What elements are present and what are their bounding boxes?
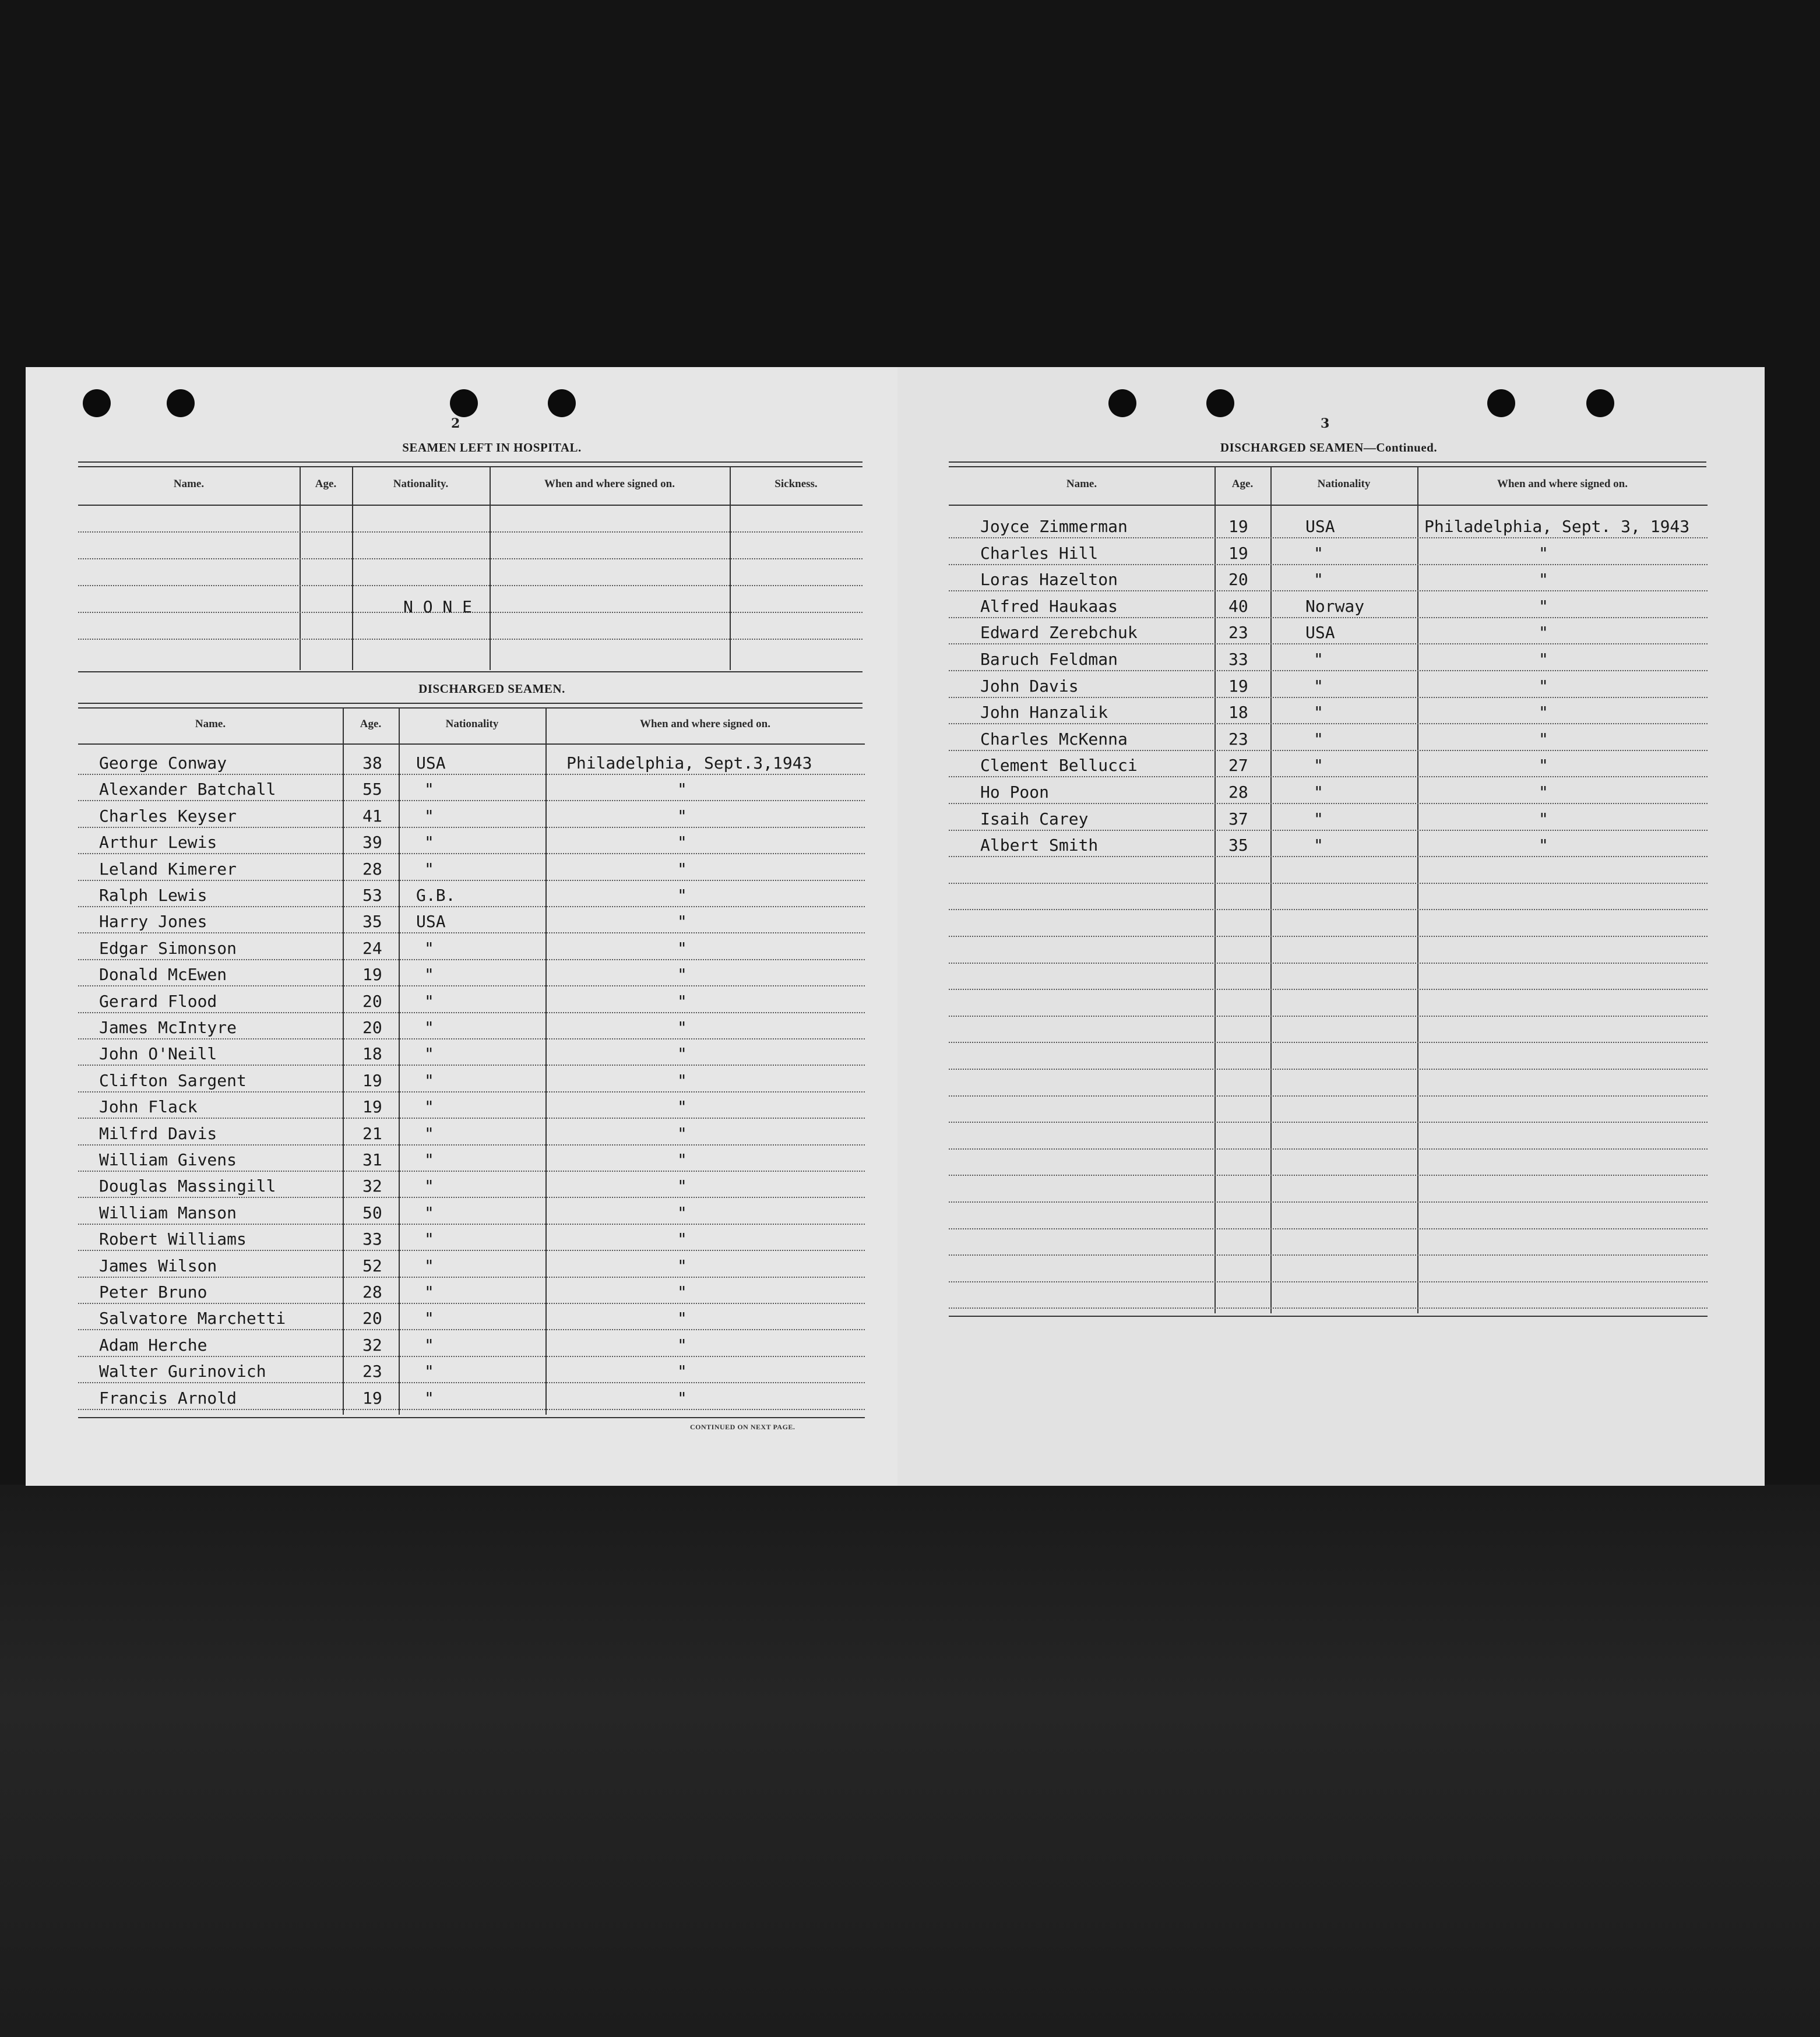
column-header: When and where signed on. — [544, 478, 675, 490]
seaman-nationality: " — [424, 859, 434, 879]
seaman-name: Clifton Sargent — [99, 1070, 247, 1090]
dotted-rule — [78, 1250, 865, 1251]
seaman-name: Salvatore Marchetti — [99, 1309, 286, 1328]
seaman-nationality: " — [424, 1018, 434, 1037]
seaman-age: 35 — [362, 912, 382, 932]
seaman-name: Isaih Carey — [980, 809, 1089, 829]
seaman-name: Milfrd Davis — [99, 1123, 217, 1143]
signed-on: " — [677, 859, 687, 879]
seaman-age: 37 — [1228, 809, 1248, 829]
seaman-age: 18 — [362, 1044, 382, 1064]
seaman-nationality: " — [424, 1229, 434, 1249]
dotted-rule — [78, 1329, 865, 1330]
seaman-name: Edward Zerebchuk — [980, 623, 1138, 643]
seaman-age: 19 — [362, 1388, 382, 1408]
seaman-nationality: USA — [1305, 517, 1335, 536]
seaman-age: 33 — [362, 1229, 382, 1249]
seaman-name: Charles Hill — [980, 543, 1099, 563]
dotted-rule — [949, 830, 1708, 831]
seaman-nationality: " — [424, 1123, 434, 1143]
continued-note: CONTINUED ON NEXT PAGE. — [690, 1423, 795, 1431]
column-header: Nationality — [445, 718, 499, 730]
signed-on: " — [1539, 783, 1548, 802]
seaman-name: Walter Gurinovich — [99, 1362, 266, 1382]
seaman-age: 39 — [362, 833, 382, 852]
signed-on: " — [677, 1150, 687, 1169]
seaman-age: 24 — [362, 938, 382, 958]
signed-on: " — [677, 1018, 687, 1037]
signed-on: " — [677, 1203, 687, 1222]
column-header: Nationality — [1317, 478, 1371, 490]
dotted-rule — [949, 590, 1708, 591]
page-number: 3 — [1321, 416, 1330, 431]
signed-on: " — [677, 1256, 687, 1275]
seaman-name: Ralph Lewis — [99, 886, 207, 905]
dotted-rule — [78, 1224, 865, 1225]
seaman-name: William Givens — [99, 1150, 237, 1169]
dotted-rule — [78, 906, 865, 907]
seaman-name: Alfred Haukaas — [980, 596, 1118, 616]
dotted-rule — [78, 1012, 865, 1013]
seaman-nationality: " — [424, 1070, 434, 1090]
seaman-age: 33 — [1228, 650, 1248, 669]
punch-hole — [450, 389, 478, 417]
rule — [949, 461, 1706, 467]
seaman-age: 23 — [362, 1362, 382, 1382]
seaman-nationality: " — [1314, 703, 1323, 723]
punch-hole — [1487, 389, 1515, 417]
seaman-age: 31 — [362, 1150, 382, 1169]
dotted-rule — [949, 723, 1708, 724]
signed-on: " — [677, 1335, 687, 1355]
seaman-name: Donald McEwen — [99, 965, 227, 985]
dotted-rule — [949, 1042, 1708, 1043]
seaman-nationality: " — [424, 780, 434, 799]
dotted-rule — [78, 1356, 865, 1357]
punch-hole — [548, 389, 576, 417]
punch-hole — [83, 389, 111, 417]
signed-on: " — [677, 938, 687, 958]
dotted-rule — [78, 959, 865, 960]
seaman-age: 28 — [1228, 783, 1248, 802]
rule — [78, 461, 863, 467]
seaman-name: Charles McKenna — [980, 729, 1128, 749]
column-header: Age. — [1231, 478, 1254, 490]
dotted-rule — [78, 1197, 865, 1198]
seaman-nationality: " — [1314, 729, 1323, 749]
seaman-age: 32 — [362, 1176, 382, 1196]
seaman-name: John O'Neill — [99, 1044, 217, 1064]
seaman-name: Harry Jones — [99, 912, 207, 932]
signed-on: " — [677, 1309, 687, 1328]
rule — [78, 505, 863, 506]
seaman-age: 23 — [1228, 623, 1248, 643]
signed-on: " — [1539, 543, 1548, 563]
seaman-age: 18 — [1228, 703, 1248, 723]
signed-on: " — [1539, 596, 1548, 616]
signed-on: " — [677, 1097, 687, 1117]
rule — [78, 743, 865, 745]
dotted-rule — [78, 1409, 865, 1410]
seaman-name: Leland Kimerer — [99, 859, 237, 879]
seaman-age: 19 — [1228, 676, 1248, 696]
dotted-rule — [78, 1303, 865, 1304]
seaman-age: 35 — [1228, 836, 1248, 855]
signed-on: " — [677, 806, 687, 826]
seaman-nationality: " — [1314, 543, 1323, 563]
seaman-age: 55 — [362, 780, 382, 799]
seaman-nationality: " — [1314, 650, 1323, 669]
seaman-nationality: " — [424, 1362, 434, 1382]
seaman-nationality: " — [424, 1044, 434, 1064]
dotted-rule — [78, 1038, 865, 1039]
seaman-name: William Manson — [99, 1203, 237, 1222]
right-page — [897, 367, 1765, 1486]
seaman-age: 38 — [362, 753, 382, 773]
dotted-rule — [949, 1069, 1708, 1070]
seaman-nationality: " — [424, 833, 434, 852]
signed-on: " — [677, 912, 687, 932]
dotted-rule — [949, 909, 1708, 910]
dotted-rule — [78, 985, 865, 986]
dotted-rule — [78, 1277, 865, 1278]
dotted-rule — [949, 1175, 1708, 1176]
dotted-rule — [78, 774, 865, 775]
seaman-nationality: " — [424, 1309, 434, 1328]
seaman-age: 19 — [362, 965, 382, 985]
seaman-nationality: " — [424, 1097, 434, 1117]
dotted-rule — [949, 750, 1708, 751]
signed-on: " — [677, 1070, 687, 1090]
seaman-nationality: " — [424, 1150, 434, 1169]
signed-on: " — [677, 991, 687, 1011]
rule — [78, 703, 863, 709]
hospital-entry: N O N E — [403, 597, 473, 616]
dotted-rule — [949, 776, 1708, 777]
signed-on: " — [677, 1362, 687, 1382]
seaman-nationality: " — [1314, 570, 1323, 590]
seaman-name: John Davis — [980, 676, 1079, 696]
seaman-name: Charles Keyser — [99, 806, 237, 826]
seaman-age: 20 — [362, 991, 382, 1011]
dotted-rule — [949, 963, 1708, 964]
seaman-name: George Conway — [99, 753, 227, 773]
seaman-nationality: USA — [416, 912, 446, 932]
seaman-nationality: " — [424, 991, 434, 1011]
seaman-name: Joyce Zimmerman — [980, 517, 1128, 536]
rule — [78, 1417, 865, 1418]
dotted-rule — [949, 856, 1708, 857]
dotted-rule — [78, 1091, 865, 1092]
scan-background — [0, 1485, 1820, 2037]
seaman-name: Clement Bellucci — [980, 756, 1138, 776]
seaman-name: Ho Poon — [980, 783, 1050, 802]
seaman-name: Edgar Simonson — [99, 938, 237, 958]
signed-on: " — [1539, 836, 1548, 855]
dotted-rule — [78, 827, 865, 828]
seaman-nationality: " — [1314, 676, 1323, 696]
seaman-name: Adam Herche — [99, 1335, 207, 1355]
seaman-nationality: USA — [416, 753, 446, 773]
column-divider — [545, 709, 547, 1415]
seaman-nationality: " — [424, 806, 434, 826]
signed-on: " — [677, 780, 687, 799]
seaman-nationality: G.B. — [416, 886, 456, 905]
column-header: Age. — [315, 478, 337, 490]
dotted-rule — [949, 1201, 1708, 1203]
signed-on: " — [1539, 676, 1548, 696]
dotted-rule — [949, 617, 1708, 618]
signed-on: " — [677, 1282, 687, 1302]
seaman-age: 21 — [362, 1123, 382, 1143]
column-header: Name. — [195, 718, 226, 730]
seaman-nationality: " — [1314, 836, 1323, 855]
dotted-rule — [949, 883, 1708, 884]
dotted-rule — [78, 1118, 865, 1119]
punch-hole — [1206, 389, 1234, 417]
signed-on: " — [1539, 570, 1548, 590]
dotted-rule — [949, 643, 1708, 644]
seaman-name: Loras Hazelton — [980, 570, 1118, 590]
signed-on: " — [677, 1229, 687, 1249]
seaman-name: Robert Williams — [99, 1229, 247, 1249]
seaman-nationality: " — [424, 1176, 434, 1196]
column-header: Sickness. — [775, 478, 818, 490]
seaman-nationality: Norway — [1305, 596, 1365, 616]
seaman-age: 32 — [362, 1335, 382, 1355]
signed-on: " — [677, 1123, 687, 1143]
dotted-rule — [949, 989, 1708, 990]
column-header: Nationality. — [393, 478, 449, 490]
seaman-nationality: " — [424, 1256, 434, 1275]
dotted-rule — [78, 585, 863, 586]
punch-hole — [1108, 389, 1136, 417]
dotted-rule — [78, 639, 863, 640]
dotted-rule — [78, 880, 865, 881]
dotted-rule — [949, 1308, 1708, 1309]
seaman-age: 40 — [1228, 596, 1248, 616]
signed-on: " — [1539, 729, 1548, 749]
seaman-age: 50 — [362, 1203, 382, 1222]
column-header: When and where signed on. — [639, 718, 770, 730]
left-page — [26, 367, 897, 1486]
seaman-nationality: " — [424, 1388, 434, 1408]
signed-on: Philadelphia, Sept. 3, 1943 — [1424, 517, 1690, 536]
rule — [949, 1316, 1708, 1317]
hospital-section-title: SEAMEN LEFT IN HOSPITAL. — [402, 440, 582, 454]
seaman-nationality: USA — [1305, 623, 1335, 643]
column-header: When and where signed on. — [1497, 478, 1628, 490]
seaman-age: 20 — [362, 1018, 382, 1037]
seaman-age: 28 — [362, 859, 382, 879]
seaman-name: Peter Bruno — [99, 1282, 207, 1302]
seaman-name: Francis Arnold — [99, 1388, 237, 1408]
seaman-name: James McIntyre — [99, 1018, 237, 1037]
dotted-rule — [78, 932, 865, 933]
page-number: 2 — [451, 416, 460, 431]
seaman-nationality: " — [424, 1282, 434, 1302]
dotted-rule — [949, 537, 1708, 538]
seaman-name: James Wilson — [99, 1256, 217, 1275]
seaman-name: Albert Smith — [980, 836, 1099, 855]
signed-on: " — [677, 886, 687, 905]
column-header: Age. — [360, 718, 382, 730]
dotted-rule — [949, 1148, 1708, 1150]
seaman-nationality: " — [424, 1335, 434, 1355]
seaman-age: 41 — [362, 806, 382, 826]
dotted-rule — [949, 1095, 1708, 1097]
discharged-section-title: DISCHARGED SEAMEN. — [418, 682, 565, 696]
continued-section-title: DISCHARGED SEAMEN—Continued. — [1220, 440, 1438, 454]
signed-on: " — [677, 1388, 687, 1408]
signed-on: " — [1539, 623, 1548, 643]
punch-hole — [1586, 389, 1614, 417]
seaman-nationality: " — [1314, 809, 1323, 829]
seaman-age: 19 — [1228, 543, 1248, 563]
seaman-nationality: " — [424, 1203, 434, 1222]
column-divider — [343, 709, 344, 1415]
rule — [78, 671, 863, 672]
seaman-age: 20 — [1228, 570, 1248, 590]
punch-hole — [167, 389, 195, 417]
signed-on: " — [1539, 703, 1548, 723]
seaman-nationality: " — [424, 938, 434, 958]
seaman-nationality: " — [424, 965, 434, 985]
signed-on: " — [677, 1176, 687, 1196]
seaman-nationality: " — [1314, 783, 1323, 802]
dotted-rule — [949, 936, 1708, 937]
dotted-rule — [78, 1171, 865, 1172]
column-header: Name. — [173, 478, 205, 490]
signed-on: " — [1539, 650, 1548, 669]
column-divider — [1214, 467, 1216, 1313]
seaman-age: 27 — [1228, 756, 1248, 776]
seaman-name: Gerard Flood — [99, 991, 217, 1011]
seaman-age: 19 — [362, 1097, 382, 1117]
signed-on: " — [677, 965, 687, 985]
column-divider — [1417, 467, 1418, 1313]
dotted-rule — [78, 800, 865, 801]
seaman-name: John Flack — [99, 1097, 198, 1117]
dotted-rule — [78, 1382, 865, 1383]
dotted-rule — [949, 670, 1708, 671]
dotted-rule — [78, 1144, 865, 1146]
seaman-age: 53 — [362, 886, 382, 905]
column-divider — [399, 709, 400, 1415]
signed-on: " — [677, 1044, 687, 1064]
dotted-rule — [949, 1228, 1708, 1229]
seaman-name: Douglas Massingill — [99, 1176, 276, 1196]
dotted-rule — [78, 853, 865, 854]
dotted-rule — [78, 531, 863, 533]
seaman-age: 23 — [1228, 729, 1248, 749]
dotted-rule — [949, 1281, 1708, 1282]
dotted-rule — [949, 1016, 1708, 1017]
seaman-name: Arthur Lewis — [99, 833, 217, 852]
dotted-rule — [78, 1065, 865, 1066]
dotted-rule — [949, 1254, 1708, 1256]
dotted-rule — [949, 803, 1708, 804]
seaman-age: 19 — [1228, 517, 1248, 536]
seaman-name: John Hanzalik — [980, 703, 1108, 723]
seaman-age: 52 — [362, 1256, 382, 1275]
signed-on: " — [1539, 809, 1548, 829]
seaman-age: 20 — [362, 1309, 382, 1328]
seaman-age: 28 — [362, 1282, 382, 1302]
signed-on: " — [677, 833, 687, 852]
dotted-rule — [949, 1122, 1708, 1123]
column-divider — [1270, 467, 1272, 1313]
seaman-age: 19 — [362, 1070, 382, 1090]
signed-on: Philadelphia, Sept.3,1943 — [566, 753, 812, 773]
rule — [949, 505, 1708, 506]
seaman-name: Alexander Batchall — [99, 780, 276, 799]
seaman-nationality: " — [1314, 756, 1323, 776]
dotted-rule — [78, 558, 863, 559]
dotted-rule — [949, 564, 1708, 565]
signed-on: " — [1539, 756, 1548, 776]
column-header: Name. — [1066, 478, 1097, 490]
dotted-rule — [949, 697, 1708, 698]
seaman-name: Baruch Feldman — [980, 650, 1118, 669]
